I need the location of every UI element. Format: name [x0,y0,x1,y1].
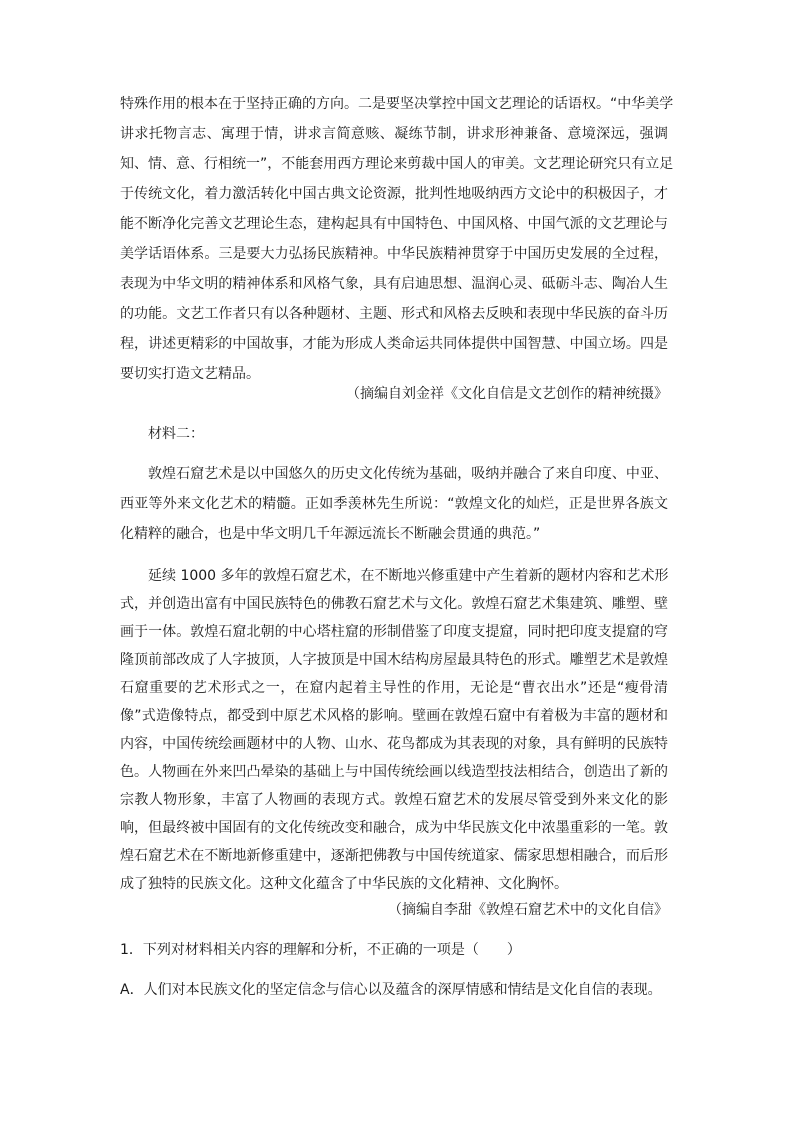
material-one-body [120,94,674,394]
text-line: 成了独特的民族文化。这种文化蕴含了中华民族的文化精神、文化胸怀。 [120,876,568,892]
text-line: 于传统文化，着力激活转化中国古典文论资源，批判性地吸纳西方文论中的积极因子，才 [120,186,668,202]
text-line: 表现为中华文明的精神体系和风格气象，具有启迪思想、温润心灵、砥砺斗志、陶冶人生 [120,276,668,292]
text-line: 西亚等外来文化艺术的精髓。正如季羡林先生所说：“敦煌文化的灿烂，正是世界各族文 [120,496,668,512]
material-two-paragraph-two [120,566,668,902]
text-line: 宗教人物形象，丰富了人物画的表现方式。敦煌石窟艺术的发展尽管受到外来文化的影 [120,792,668,808]
text-line: 内容，中国传统绘画题材中的人物、山水、花鸟都成为其表现的对象，具有鲜明的民族特 [120,736,668,752]
text-line: 要切实打造文艺精品。 [120,366,260,382]
text-line: 化精粹的融合，也是中华文明几千年源远流长不断融会贯通的典范。” [120,526,541,542]
text-line: 特殊作用的根本在于坚持正确的方向。二是要坚决掌控中国文艺理论的话语权。“中华美学 [120,96,674,112]
text-line: 知、情、意、行相统一”，不能套用西方理论来剪裁中国人的审美。文艺理论研究只有立足 [120,156,674,172]
material-one-source: （摘编自刘金祥《文化自信是文艺创作的精神统摄》 [346,386,668,402]
text-line: 响，但最终被中国固有的文化传统改变和融合，成为中华民族文化中浓墨重彩的一笔。敦 [120,820,668,836]
text-line: 延续 1000 多年的敦煌石窟艺术，在不断地兴修重建中产生着新的题材内容和艺术形 [148,568,669,584]
text-line: 石窟重要的艺术形式之一，在窟内起着主导性的作用，无论是“曹衣出水”还是“瘦骨清 [120,680,668,696]
question-stem: 1．下列对材料相关内容的理解和分析，不正确的一项是（ ） [120,942,521,958]
material-two-source: （摘编自李甜《敦煌石窟艺术中的文化自信》 [388,902,668,918]
text-line: 美学话语体系。三是要大力弘扬民族精神。中华民族精神贯穿于中国历史发展的全过程， [120,246,668,262]
text-line: 画于一体。敦煌石窟北朝的中心塔柱窟的形制借鉴了印度支提窟，同时把印度支提窟的穹 [120,624,668,640]
material-two-paragraph-one [120,464,668,554]
text-line: 的功能。文艺工作者只有以各种题材、主题、形式和风格去反映和表现中华民族的奋斗历 [120,306,668,322]
text-line: 式，并创造出富有中国民族特色的佛教石窟艺术与文化。敦煌石窟艺术集建筑、雕塑、壁 [120,596,668,612]
text-line: 敦煌石窟艺术是以中国悠久的历史文化传统为基础，吸纳并融合了来自印度、中亚、 [148,466,668,482]
text-line: 程，讲述更精彩的中国故事，才能为形成人类命运共同体提供中国智慧、中国立场。四是 [120,336,668,352]
text-line: 煌石窟艺术在不断地新修重建中，逐渐把佛教与中国传统道家、儒家思想相融合，而后形 [120,848,668,864]
text-line: 讲求托物言志、寓理于情，讲求言简意赅、凝练节制，讲求形神兼备、意境深远，强调 [120,126,668,142]
text-line: 像”式造像特点，都受到中原艺术风格的影响。壁画在敦煌石窟中有着极为丰富的题材和 [120,708,668,724]
option-a: A．人们对本民族文化的坚定信念与信心以及蕴含的深厚情感和情结是文化自信的表现。 [120,982,662,998]
text-line: 色。人物画在外来凹凸晕染的基础上与中国传统绘画以线造型技法相结合，创造出了新的 [120,764,668,780]
text-line: 隆顶前部改成了人字披顶，人字披顶是中国木结构房屋最具特色的形式。雕塑艺术是敦煌 [120,652,668,668]
text-line: 能不断净化完善文艺理论生态，建构起具有中国特色、中国风格、中国气派的文艺理论与 [120,216,668,232]
material-two-heading: 材料二： [148,426,204,442]
